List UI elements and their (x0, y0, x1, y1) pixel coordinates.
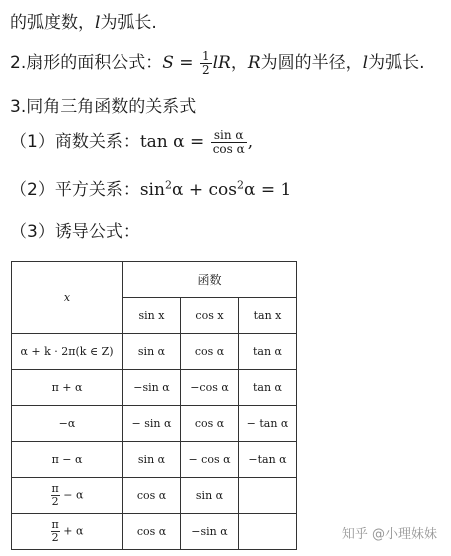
denominator: 2 (51, 495, 59, 508)
cell-cos: −sin α (181, 514, 239, 550)
watermark: 知乎 @小理妹妹 (341, 527, 437, 542)
line-sector-area (10, 48, 425, 77)
cell-sin: − sin α (123, 406, 181, 442)
cell-sin: sin α (123, 334, 181, 370)
var-R: R (247, 53, 261, 73)
denominator: cos α (212, 142, 245, 156)
cell-tan: − tan α (239, 406, 297, 442)
cos: α + cos (171, 180, 237, 200)
fraction-pi-over-2 (51, 483, 60, 508)
var-lR: lR (212, 53, 231, 73)
text: 的弧度数， (10, 13, 95, 33)
fraction-pi-over-2 (51, 519, 60, 544)
cell-x: π + α (12, 370, 123, 406)
cell-sin: cos α (123, 478, 181, 514)
table-header-row (12, 262, 297, 298)
heading-trig-relations: 3.同角三角函数的关系式 (10, 97, 197, 117)
induction-formula-table (11, 261, 297, 550)
table-row (12, 514, 297, 550)
header-cos: cos x (181, 298, 239, 334)
var-l: l (362, 53, 369, 73)
line-square-relation (10, 175, 291, 200)
cell-tan: tan α (239, 334, 297, 370)
table-row (12, 478, 297, 514)
line-arc-radian (10, 8, 157, 33)
line-quotient-relation (10, 127, 253, 156)
cell-tan (239, 478, 297, 514)
x-tail: + α (63, 524, 84, 538)
denominator: 2 (51, 531, 59, 544)
equals-one: α = 1 (243, 180, 292, 200)
equals: = (173, 53, 199, 73)
numerator: π (51, 518, 59, 531)
cell-x (12, 478, 123, 514)
cell-cos: cos α (181, 406, 239, 442)
table-row (12, 370, 297, 406)
cell-x: π − α (12, 442, 123, 478)
cell-tan: tan α (239, 370, 297, 406)
numerator: π (51, 482, 59, 495)
text: 2.扇形的面积公式： (10, 53, 163, 73)
cell-cos: sin α (181, 478, 239, 514)
cell-x: α + k · 2π(k ∈ Z) (12, 334, 123, 370)
sin: sin (139, 180, 165, 200)
numerator: sin α (211, 129, 247, 143)
comma: , (247, 132, 254, 152)
denominator: 2 (201, 63, 210, 77)
x-tail: − α (63, 488, 84, 502)
header-sin: sin x (123, 298, 181, 334)
cell-sin: sin α (123, 442, 181, 478)
exponent: 2 (236, 178, 244, 192)
table-row (12, 334, 297, 370)
text: 为弧长. (368, 53, 425, 73)
cell-sin: cos α (123, 514, 181, 550)
cell-x (12, 514, 123, 550)
text: 为圆的半径， (260, 53, 363, 73)
heading-induction-formulas: （3）诱导公式： (10, 222, 140, 242)
text: ， (230, 53, 248, 73)
var-l: l (95, 13, 101, 33)
text: 为弧长. (100, 13, 157, 33)
table-row (12, 442, 297, 478)
fraction-sin-cos (211, 129, 247, 156)
var-S: S (162, 53, 174, 73)
header-x: x (12, 262, 123, 334)
cell-cos: − cos α (181, 442, 239, 478)
tan-formula: tan α = (139, 132, 210, 152)
cell-x: −α (12, 406, 123, 442)
numerator: 1 (201, 49, 210, 63)
header-tan: tan x (239, 298, 297, 334)
cell-cos: cos α (181, 334, 239, 370)
table-row (12, 406, 297, 442)
header-functions: 函数 (123, 262, 297, 298)
exponent: 2 (164, 178, 172, 192)
cell-cos: −cos α (181, 370, 239, 406)
cell-sin: −sin α (123, 370, 181, 406)
fraction-half (200, 50, 212, 77)
text: （1）商数关系： (10, 132, 140, 152)
cell-tan: −tan α (239, 442, 297, 478)
text: （2）平方关系： (10, 180, 140, 200)
cell-tan (239, 514, 297, 550)
